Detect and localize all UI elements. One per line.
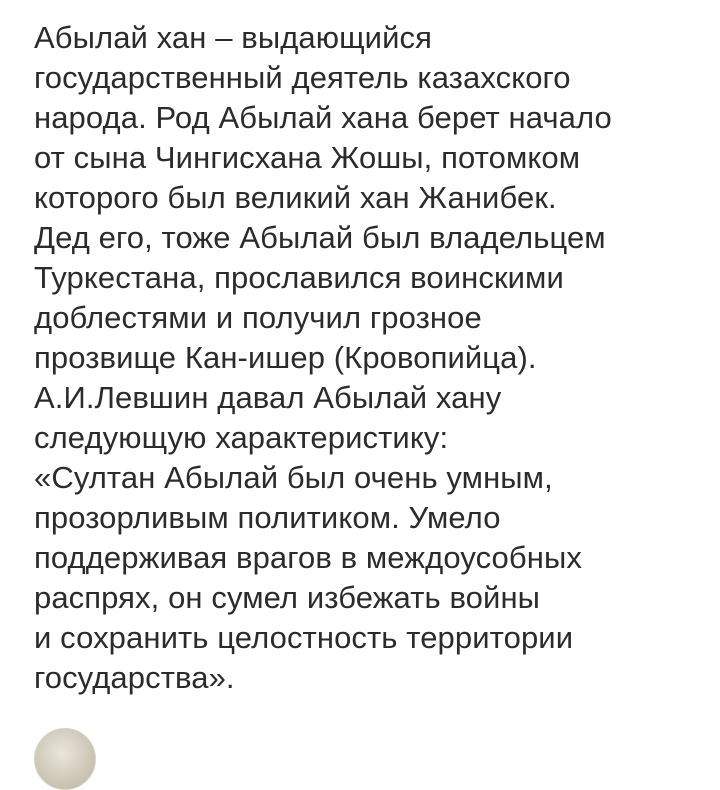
answer-line: А.И.Левшин давал Абылай хану: [34, 380, 502, 415]
answer-line: доблестями и получил грозное: [34, 300, 482, 335]
answer-text: [34, 18, 714, 698]
answer-line: распрях, он сумел избежать войны: [34, 580, 541, 615]
answer-line: государственный деятель казахского: [34, 60, 571, 95]
answer-line: от сына Чингисхана Жошы, потомком: [34, 140, 581, 175]
answer-line: которого был великий хан Жанибек.: [34, 180, 557, 215]
answer-line: прозвище Кан-ишер (Кровопийца).: [34, 340, 537, 375]
answer-line: прозорливым политиком. Умело: [34, 500, 501, 535]
answer-line: государства».: [34, 660, 235, 695]
answer-line: Туркестана, прославился воинскими: [34, 260, 564, 295]
avatar[interactable]: [34, 728, 96, 790]
answer-line: следующую характеристику:: [34, 420, 449, 455]
answer-line: и сохранить целостность территории: [34, 620, 574, 655]
answer-line: Абылай хан – выдающийся: [34, 20, 433, 55]
answer-line: народа. Род Абылай хана берет начало: [34, 100, 612, 135]
answer-line: «Султан Абылай был очень умным,: [34, 460, 553, 495]
answer-line: поддерживая врагов в междоусобных: [34, 540, 582, 575]
answer-line: Дед его, тоже Абылай был владельцем: [34, 220, 606, 255]
